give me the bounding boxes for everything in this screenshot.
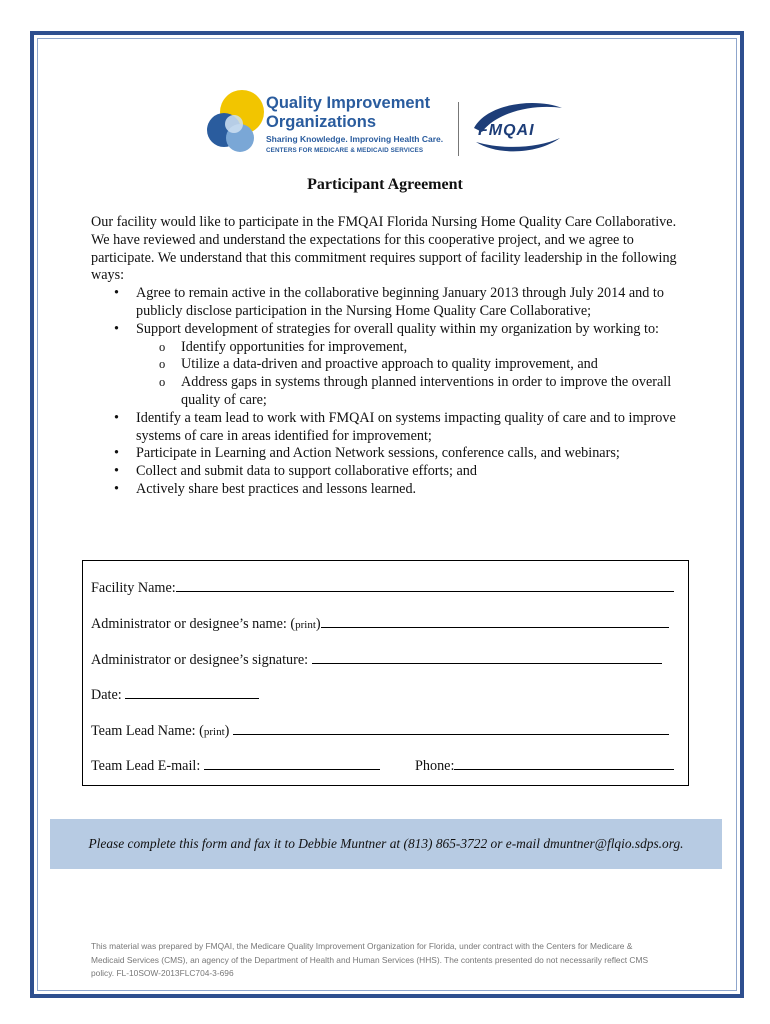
fax-instructions-text: Please complete this form and fax it to Debbie Muntner at (813) 865-3722 or e-mail dmuntner@flqio.sdps.org. [88,836,684,851]
list-item: • Participate in Learning and Action Network sessions, conference calls, and webinars; [114,445,620,462]
fax-instructions-banner [50,819,722,869]
team-lead-email-line[interactable] [204,755,380,770]
date-line[interactable] [125,684,259,699]
facility-name-field[interactable]: Facility Name: [91,577,674,597]
list-item: • Agree to remain active in the collaborative beginning January 2013 through July 2014 and to publicly disclose participation in the Nursing Home Quality Care Collaborative; [114,285,664,319]
admin-signature-field[interactable]: Administrator or designee’s signature: [91,649,662,669]
team-lead-email-field[interactable]: Team Lead E-mail: [91,755,380,775]
team-lead-name-line[interactable] [233,720,669,735]
phone-line[interactable] [454,755,674,770]
intro-paragraph: Our facility would like to participate in the FMQAI Florida Nursing Home Quality Care Collaborative. We have reviewed and understand the expectations for this cooperative project, and we agree to participate. We understand that this commitment requires support of facility leadership in the following ways: [91,214,677,284]
qio-logo [204,88,454,162]
sub-list-item: o Address gaps in systems through planned interventions in order to improve the overall quality of care; [159,374,672,408]
admin-signature-line[interactable] [312,649,662,664]
list-item: • Support development of strategies for overall quality within my organization by working to: [114,320,659,337]
cms-line: CENTERS FOR MEDICARE & MEDICAID SERVICES [266,147,424,154]
fmqai-logo-text: FMQAI [478,122,535,139]
sub-list-item: o Utilize a data-driven and proactive approach to quality improvement, and [159,356,598,373]
list-item: • Collect and submit data to support collaborative efforts; and [114,463,477,480]
list-item: • Identify a team lead to work with FMQAI on systems impacting quality of care and to improve systems of care in areas identified for improvement; [114,409,676,444]
phone-field[interactable]: Phone: [415,755,674,775]
logo-divider [458,102,459,156]
list-item: • Actively share best practices and lessons learned. [114,480,417,497]
qio-logo-title: Quality Improvement Organizations [266,94,431,131]
team-lead-name-field[interactable]: Team Lead Name: (print) [91,720,669,740]
date-field[interactable]: Date: [91,684,259,704]
qio-tagline: Sharing Knowledge. Improving Health Care. [266,134,444,144]
admin-name-field[interactable]: Administrator or designee’s name: (print) [91,613,669,633]
facility-name-line[interactable] [176,577,674,592]
page-title: Participant Agreement [307,176,463,193]
admin-name-line[interactable] [321,613,669,628]
sub-list-item: o Identify opportunities for improvement, [159,338,408,355]
qio-circles-icon [204,88,264,158]
signup-form [82,560,689,786]
footer-disclaimer: This material was prepared by FMQAI, the Medicare Quality Improvement Organization for Florida, under contract with the Centers for Medicare & Medicaid Services (CMS), an agency of the Department of Health and Human Services (HHS). The contents presented do not necessarily reflect CMS policy. FL-10SOW-2013FLC704-3-696 [91,941,649,978]
agreement-body [91,214,691,499]
